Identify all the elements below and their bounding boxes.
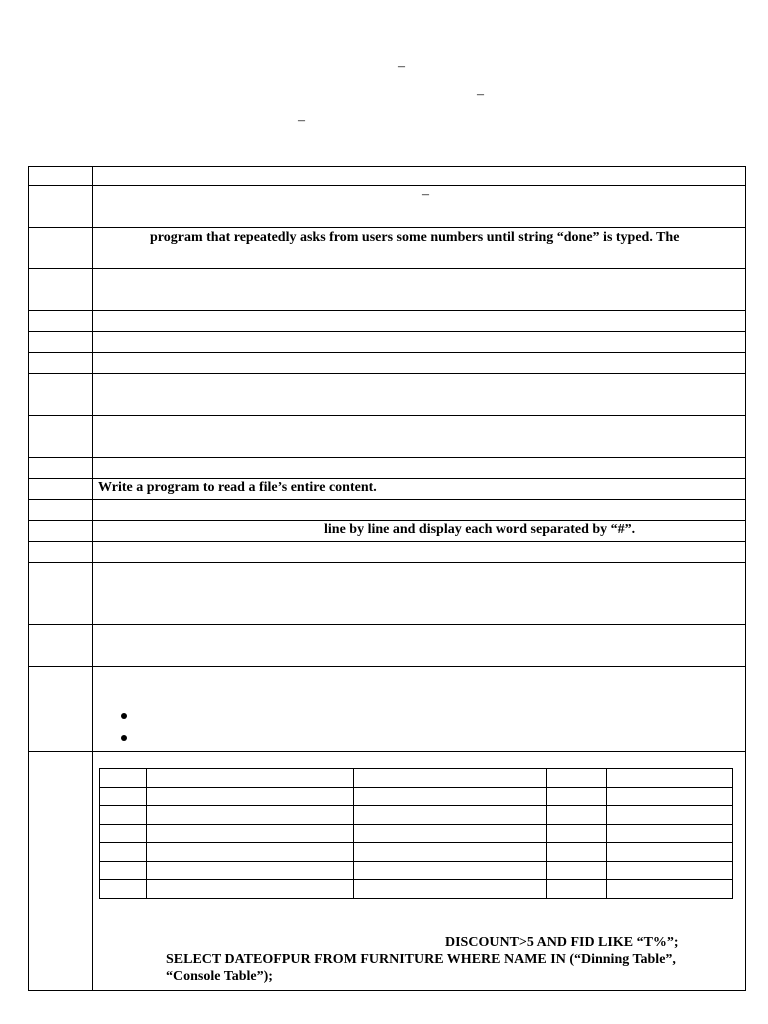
question-cell [93, 752, 746, 991]
row-number-cell [29, 667, 93, 752]
table-cell [607, 806, 733, 825]
table-cell [354, 769, 547, 788]
row-number-cell [29, 269, 93, 311]
table-row [100, 880, 733, 899]
table-row [100, 787, 733, 806]
question-cell [93, 332, 746, 353]
row-number-cell [29, 479, 93, 500]
table-cell [547, 806, 607, 825]
row-number-cell [29, 521, 93, 542]
table-cell [547, 769, 607, 788]
question-cell [93, 542, 746, 563]
table-cell [607, 861, 733, 880]
row-number-cell [29, 332, 93, 353]
question-cell [93, 667, 746, 752]
question-cell [93, 374, 746, 416]
question-loop-text: program that repeatedly asks from users some numbers until string “done” is typed. The [150, 230, 680, 245]
table-cell [100, 861, 147, 880]
table-cell [147, 806, 354, 825]
sql-line-1: DISCOUNT>5 AND FID LIKE “T%”; [445, 934, 679, 950]
table-cell [607, 787, 733, 806]
question-cell [93, 186, 746, 228]
question-cell [93, 625, 746, 667]
table-cell [100, 843, 147, 862]
row-number-cell [29, 500, 93, 521]
table-cell [354, 806, 547, 825]
table-cell [354, 843, 547, 862]
bullet-dot [121, 713, 127, 719]
sql-line-2: SELECT DATEOFPUR FROM FURNITURE WHERE NAME IN (“Dinning Table”, [166, 951, 676, 967]
table-cell [147, 843, 354, 862]
row-number-cell [29, 752, 93, 991]
question-cell [93, 479, 746, 500]
table-cell [547, 787, 607, 806]
table-cell [547, 843, 607, 862]
row-number-cell [29, 353, 93, 374]
question-cell [93, 500, 746, 521]
table-cell [100, 806, 147, 825]
table-row [100, 769, 733, 788]
header-dash-3: – [298, 113, 305, 128]
question-cell [93, 563, 746, 625]
header-dash-1: – [398, 59, 405, 74]
question-cell [93, 353, 746, 374]
question-cell [93, 416, 746, 458]
sql-line-3: “Console Table”); [166, 968, 273, 984]
row-number-cell [29, 167, 93, 186]
table-cell [147, 824, 354, 843]
table-cell [547, 880, 607, 899]
question-cell [93, 269, 746, 311]
question-cell [93, 167, 746, 186]
bullet-dot [121, 735, 127, 741]
table-cell [100, 824, 147, 843]
table-cell [607, 880, 733, 899]
table-row [100, 806, 733, 825]
table-cell [100, 880, 147, 899]
table-cell [547, 861, 607, 880]
question-read-file: Write a program to read a file’s entire content. [98, 480, 377, 495]
table-cell [607, 843, 733, 862]
table-cell [100, 769, 147, 788]
row-number-cell [29, 625, 93, 667]
row-number-cell [29, 228, 93, 269]
row-number-cell [29, 542, 93, 563]
table-cell [147, 861, 354, 880]
furniture-table [99, 768, 733, 899]
bullet-list [93, 707, 745, 751]
row-number-cell [29, 416, 93, 458]
question-words-text: line by line and display each word separated by “#”. [324, 522, 636, 537]
table-cell [354, 861, 547, 880]
table-row [100, 861, 733, 880]
table-cell [607, 769, 733, 788]
table-cell [100, 787, 147, 806]
row-number-cell [29, 374, 93, 416]
header-dash-2: – [477, 87, 484, 102]
table-row [100, 843, 733, 862]
bullet-item [93, 729, 745, 751]
question-cell [93, 521, 746, 542]
question-cell [93, 311, 746, 332]
table-cell [354, 787, 547, 806]
table-cell [354, 824, 547, 843]
table-cell [147, 769, 354, 788]
row-number-cell [29, 458, 93, 479]
table-cell [547, 824, 607, 843]
table-cell [147, 787, 354, 806]
row-dash: – [422, 187, 429, 202]
question-cell [93, 228, 746, 269]
table-cell [354, 880, 547, 899]
table-cell [147, 880, 354, 899]
question-cell [93, 458, 746, 479]
table-cell [607, 824, 733, 843]
bullet-item [93, 707, 745, 729]
question-table [28, 166, 746, 991]
row-number-cell [29, 563, 93, 625]
row-number-cell [29, 186, 93, 228]
table-row [100, 824, 733, 843]
row-number-cell [29, 311, 93, 332]
